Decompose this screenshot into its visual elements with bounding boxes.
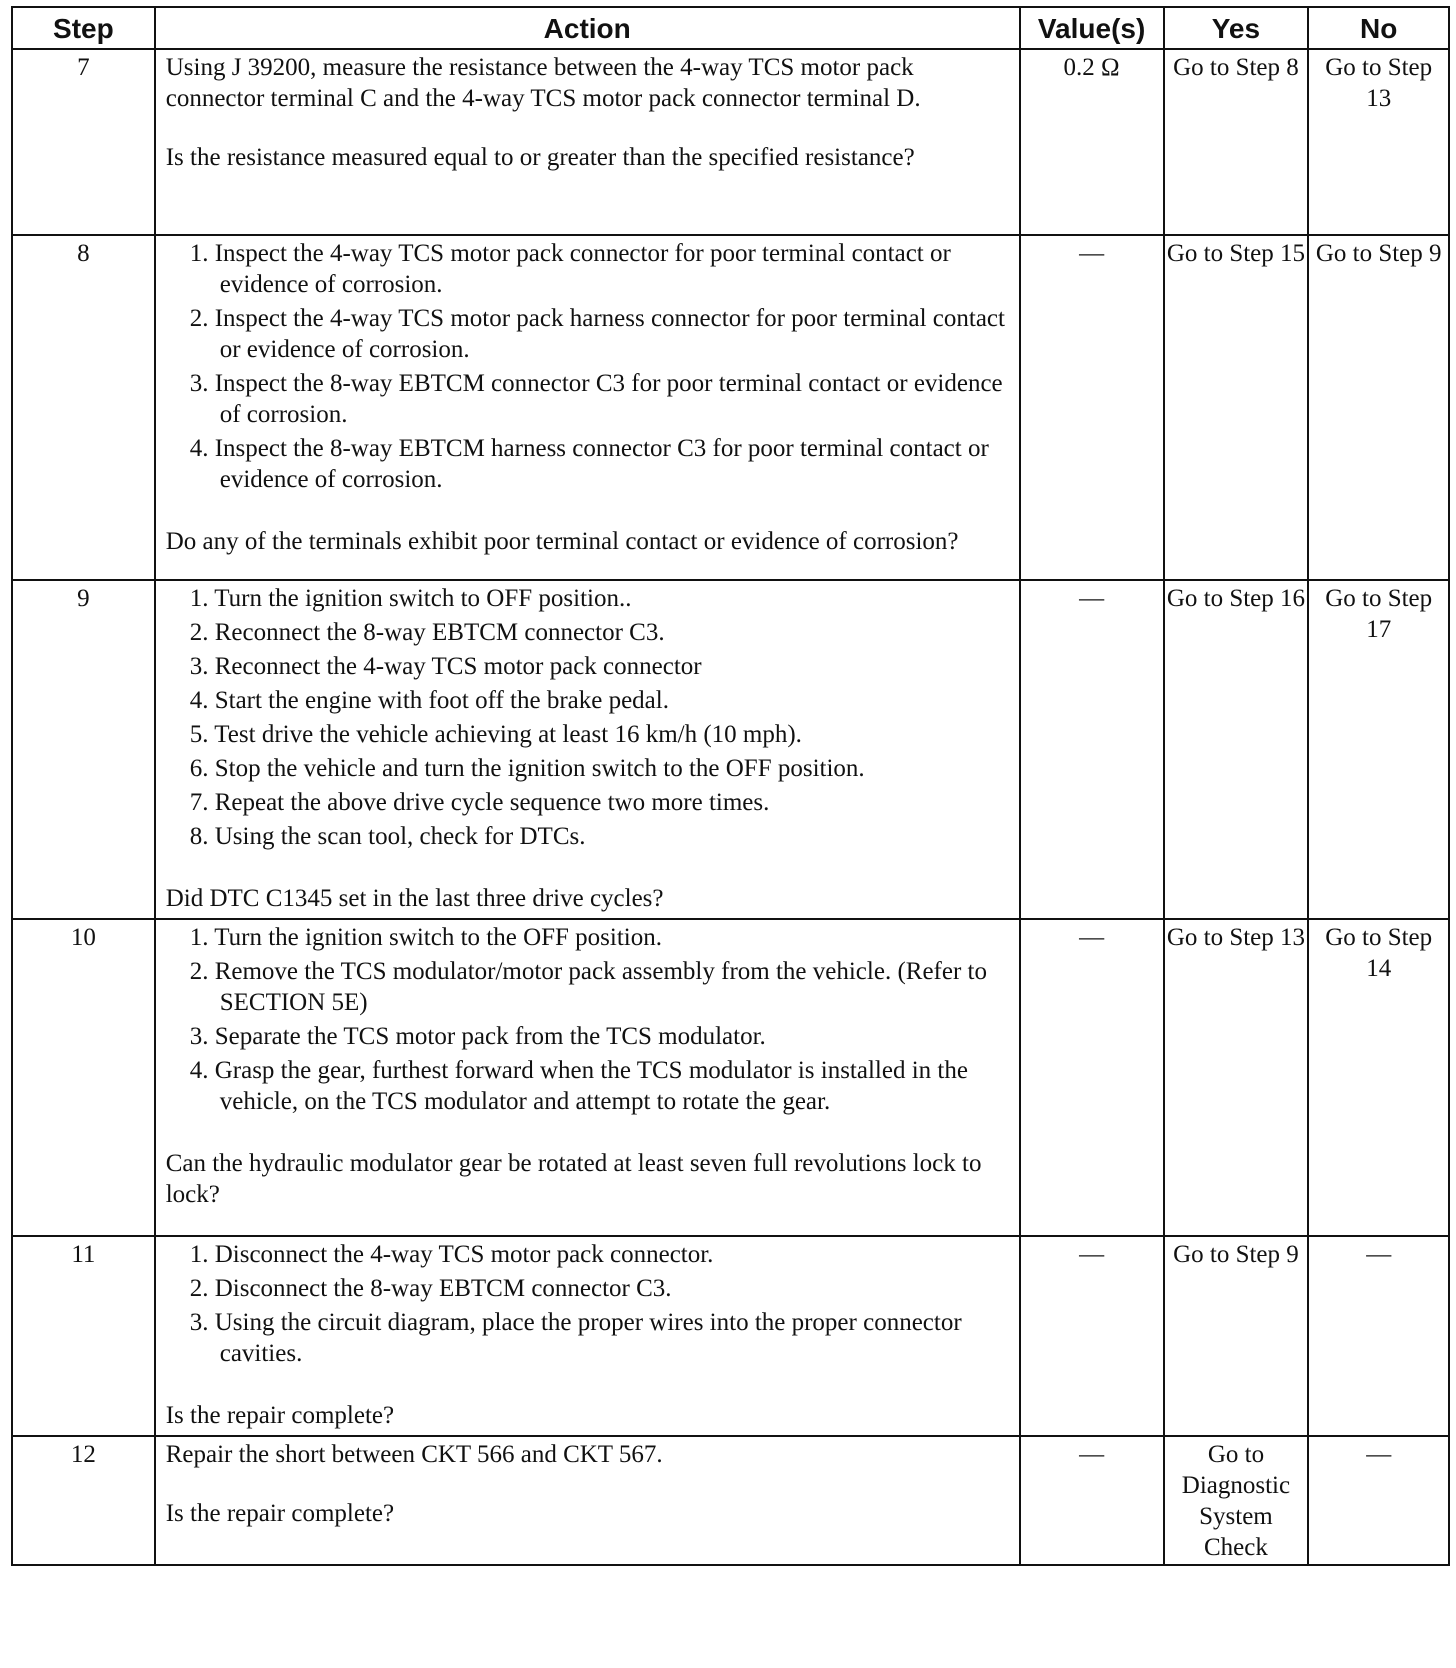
- list-item: 1. Turn the ignition switch to OFF position..: [189, 585, 632, 612]
- yes-cell: Go to Step 16: [1164, 580, 1309, 919]
- list-item: 3. Using the circuit diagram, place the proper wires into the proper connector cavities.: [189, 1309, 962, 1367]
- list-item: 4. Grasp the gear, furthest forward when the TCS modulator is installed in the vehicle, on the TCS modulator and attempt to rotate the gear.: [189, 1057, 968, 1115]
- yes-cell: Go to Step 9: [1164, 1236, 1309, 1436]
- table-row: [12, 919, 1449, 1236]
- header-no: No: [1308, 7, 1449, 49]
- action-cell: [155, 919, 1020, 1236]
- step-number: 10: [12, 919, 155, 1236]
- step-number: 11: [12, 1236, 155, 1436]
- action-steps: [166, 1239, 1007, 1369]
- action-text: Repair the short between CKT 566 and CKT 567.: [165, 1441, 663, 1468]
- action-cell: [155, 1236, 1020, 1436]
- value-cell: —: [1020, 580, 1164, 919]
- list-item: 7. Repeat the above drive cycle sequence two more times.: [189, 789, 770, 816]
- list-item: 1. Turn the ignition switch to the OFF position.: [189, 924, 662, 951]
- action-question: Did DTC C1345 set in the last three drive cycles?: [165, 885, 664, 912]
- header-values: Value(s): [1020, 7, 1164, 49]
- action-cell: [155, 235, 1020, 580]
- action-question: Is the repair complete?: [165, 1402, 395, 1429]
- header-step: Step: [12, 7, 155, 49]
- no-cell: Go to Step 13: [1308, 49, 1449, 235]
- action-steps: [166, 238, 1007, 495]
- list-item: 8. Using the scan tool, check for DTCs.: [189, 823, 586, 850]
- list-item: 3. Separate the TCS motor pack from the TCS modulator.: [189, 1023, 766, 1050]
- list-item: 4. Start the engine with foot off the brake pedal.: [189, 687, 669, 714]
- table-row: [12, 235, 1449, 580]
- step-number: 7: [12, 49, 155, 235]
- action-question: Do any of the terminals exhibit poor terminal contact or evidence of corrosion?: [165, 528, 959, 555]
- list-item: 2. Reconnect the 8-way EBTCM connector C3.: [189, 619, 665, 646]
- action-question: Is the repair complete?: [165, 1500, 395, 1527]
- action-steps: [166, 583, 1007, 852]
- no-cell: Go to Step 17: [1308, 580, 1449, 919]
- step-number: 12: [12, 1436, 155, 1565]
- list-item: 2. Disconnect the 8-way EBTCM connector C3.: [189, 1275, 672, 1302]
- action-steps: [166, 922, 1007, 1117]
- value-cell: —: [1020, 235, 1164, 580]
- action-question: Is the resistance measured equal to or greater than the specified resistance?: [165, 144, 915, 171]
- list-item: 3. Inspect the 8-way EBTCM connector C3 for poor terminal contact or evidence of corrosion.: [189, 370, 1003, 428]
- yes-cell: Go to Step 13: [1164, 919, 1309, 1236]
- table-row: [12, 1236, 1449, 1436]
- header-yes: Yes: [1164, 7, 1309, 49]
- no-cell: Go to Step 9: [1308, 235, 1449, 580]
- action-cell: [155, 580, 1020, 919]
- table-row: [12, 580, 1449, 919]
- step-number: 8: [12, 235, 155, 580]
- yes-cell: Go to Diagnostic System Check: [1164, 1436, 1309, 1565]
- no-cell: —: [1308, 1436, 1449, 1565]
- step-number: 9: [12, 580, 155, 919]
- list-item: 1. Disconnect the 4-way TCS motor pack connector.: [189, 1241, 714, 1268]
- action-cell: [155, 1436, 1020, 1565]
- list-item: 6. Stop the vehicle and turn the ignition switch to the OFF position.: [189, 755, 865, 782]
- list-item: 5. Test drive the vehicle achieving at least 16 km/h (10 mph).: [189, 721, 802, 748]
- value-cell: —: [1020, 919, 1164, 1236]
- yes-cell: Go to Step 15: [1164, 235, 1309, 580]
- list-item: 3. Reconnect the 4-way TCS motor pack connector: [189, 653, 702, 680]
- value-cell: 0.2 Ω: [1020, 49, 1164, 235]
- list-item: 2. Remove the TCS modulator/motor pack assembly from the vehicle. (Refer to SECTION 5E): [189, 958, 987, 1016]
- table-row: [12, 49, 1449, 235]
- action-cell: [155, 49, 1020, 235]
- value-cell: —: [1020, 1436, 1164, 1565]
- header-row: [12, 7, 1449, 49]
- header-action: Action: [155, 7, 1020, 49]
- list-item: 4. Inspect the 8-way EBTCM harness connector C3 for poor terminal contact or evidence of corrosion.: [189, 435, 989, 493]
- yes-cell: Go to Step 8: [1164, 49, 1309, 235]
- no-cell: Go to Step 14: [1308, 919, 1449, 1236]
- list-item: 1. Inspect the 4-way TCS motor pack connector for poor terminal contact or evidence of corrosion.: [189, 240, 951, 298]
- value-cell: —: [1020, 1236, 1164, 1436]
- list-item: 2. Inspect the 4-way TCS motor pack harness connector for poor terminal contact or evidence of corrosion.: [189, 305, 1005, 363]
- table-row: [12, 1436, 1449, 1565]
- action-text: Using J 39200, measure the resistance between the 4-way TCS motor pack connector terminal C and the 4-way TCS motor pack connector terminal D.: [165, 54, 921, 112]
- no-cell: —: [1308, 1236, 1449, 1436]
- diagnostic-table: [11, 6, 1450, 1566]
- action-question: Can the hydraulic modulator gear be rotated at least seven full revolutions lock to lock?: [165, 1150, 982, 1208]
